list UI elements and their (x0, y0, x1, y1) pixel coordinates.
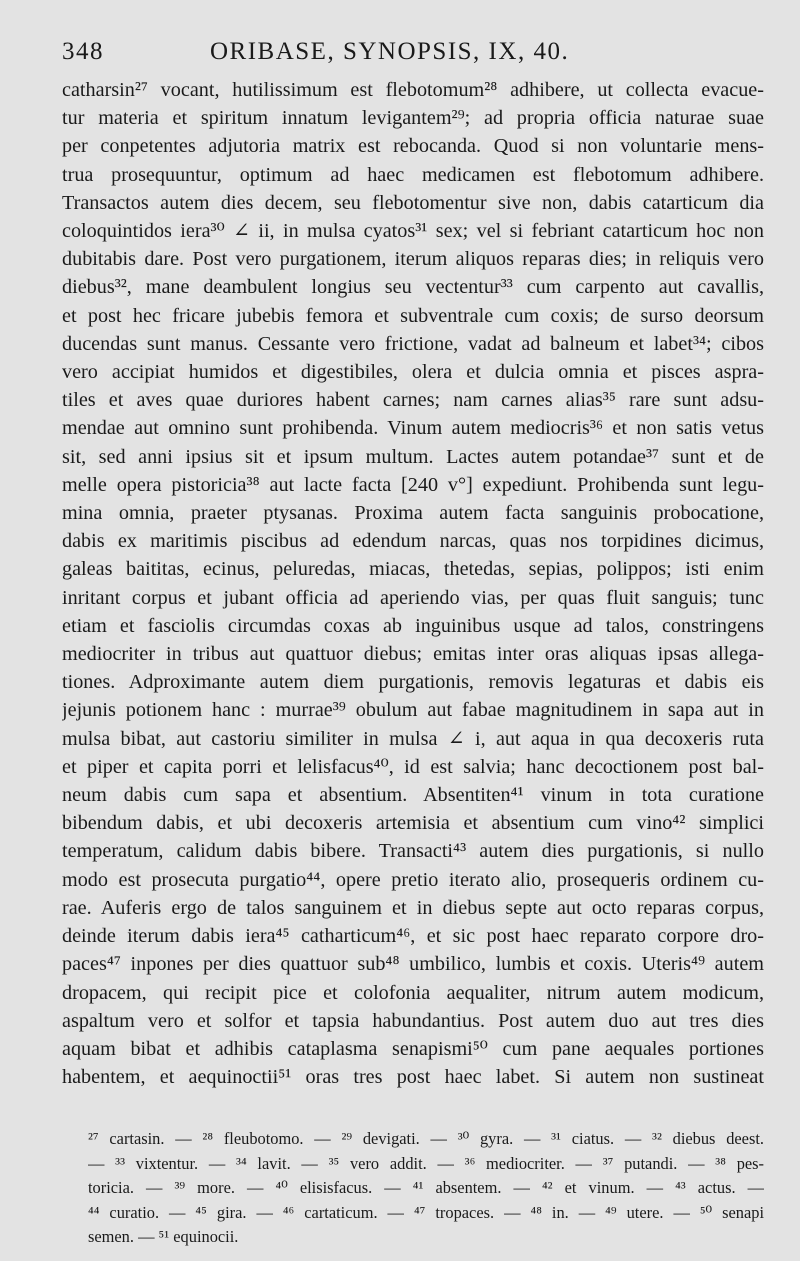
text-line: jejunis potionem hanc : murrae³⁹ obulum aut fabae magnitudinem in sapa aut in (62, 699, 764, 722)
text-line: tiles et aves quae duriores habent carnes; nam carnes alias³⁵ rare sunt adsu- (62, 389, 764, 412)
text-line: dropacem, qui recipit pice et colofonia aequaliter, nitrum autem modicum, (62, 981, 764, 1004)
text-line: sit, sed anni ipsius sit et ipsum multum. Lactes autem potandae³⁷ sunt et de (62, 445, 764, 468)
text-line: tiones. Adproximante autem diem purgationis, removis legaturas et dabis eis (62, 671, 764, 694)
text-line: temperatum, calidum dabis bibere. Transacti⁴³ autem dies purgationis, si nullo (62, 840, 764, 863)
footnotes (62, 1127, 764, 1250)
text-line: vero accipiat humidos et digestibiles, olera et dulcia omnia et pisces aspra- (62, 361, 764, 384)
main-text (62, 76, 764, 1091)
footnote-line: toricia. — ³⁹ more. — ⁴⁰ elisisfacus. — ⁴¹ absentem. — ⁴² et vinum. — ⁴³ actus. — (88, 1178, 764, 1198)
text-line: bibendum dabis, et ubi decoxeris artemisia et absentium cum vino⁴² simplici (62, 812, 764, 835)
text-line: et piper et capita porri et lelisfacus⁴⁰, id est salvia; hanc decoctionem post bal- (62, 755, 764, 778)
text-line: mulsa bibat, aut castoriu similiter in mulsa ∠ i, aut aqua in qua decoxeris ruta (62, 727, 764, 750)
text-line: mendae aut omnino sunt prohibenda. Vinum autem mediocris³⁶ et non satis vetus (62, 417, 764, 440)
text-line: aspaltum vero et solfor et tapsia habundantius. Post autem duo aut tres dies (62, 1009, 764, 1032)
footnote-line: — ³³ vixtentur. — ³⁴ lavit. — ³⁵ vero addit. — ³⁶ mediocriter. — ³⁷ putandi. — ³⁸ pes- (88, 1153, 764, 1173)
text-line: mediocriter in tribus aut quattuor diebus; emitas inter oras aliquas ipsas allega- (62, 643, 764, 666)
text-line: et post hec fricare jubebis femora et subventrale cum coxis; de surso deorsum (62, 304, 764, 327)
text-line: per conpetentes adjutoria matrix est rebocanda. Quod si non voluntarie mens- (62, 135, 764, 158)
text-line: trua prosequuntur, optimum ad haec medicamen est flebotomum adhibere. (62, 163, 764, 186)
text-line: galeas baititas, ecinus, peluredas, miacas, thetedas, sepias, polippos; isti enim (62, 558, 764, 581)
page-header (62, 32, 764, 76)
footnote-line: ⁴⁴ curatio. — ⁴⁵ gira. — ⁴⁶ cartaticum. — ⁴⁷ tropaces. — ⁴⁸ in. — ⁴⁹ utere. — ⁵⁰ senapi (88, 1202, 764, 1222)
text-line: diebus³², mane deambulent longius seu vectentur³³ cum carpento aut cavallis, (62, 276, 764, 299)
footnote-line: ²⁷ cartasin. — ²⁸ fleubotomo. — ²⁹ devigati. — ³⁰ gyra. — ³¹ ciatus. — ³² diebus deest. (88, 1129, 764, 1149)
running-title: ORIBASE, SYNOPSIS, IX, 40. (210, 38, 570, 65)
text-line: mina omnia, praeter ptysanas. Proxima autem facta sanguinis probocatione, (62, 502, 764, 525)
page-number: 348 (62, 38, 104, 65)
text-line: modo est prosecuta purgatio⁴⁴, opere pretio iterato alio, prosequeris ordinem cu- (62, 868, 764, 891)
text-line: aquam bibat et adhibis cataplasma senapismi⁵⁰ cum pane aequales portiones (62, 1037, 764, 1060)
text-line: etiam et fasciolis circumdas coxas ab inguinibus usque ad talos, constringens (62, 614, 764, 637)
text-line: deinde iterum dabis iera⁴⁵ catharticum⁴⁶, et sic post haec reparato corpore dro- (62, 925, 764, 948)
text-line: melle opera pistoricia³⁸ aut lacte facta [240 v°] expediunt. Prohibenda sunt legu- (62, 473, 764, 496)
text-line: dabis ex maritimis piscibus ad edendum narcas, quas nos torpidines dicimus, (62, 530, 764, 553)
text-line: Transactos autem dies decem, seu flebotomentur sive non, dabis catarticum dia (62, 191, 764, 214)
text-line: inritant corpus et jubant officia ad aperiendo vias, per quas fluit sanguis; tunc (62, 586, 764, 609)
text-line: rae. Auferis ergo de talos sanguinem et in diebus septe aut octo reparas corpus, (62, 896, 764, 919)
text-line: habentem, et aequinoctii⁵¹ oras tres post haec labet. Si autem non sustineat (62, 1066, 764, 1089)
text-line: ducendas sunt manus. Cessante vero frictione, vadat ad balneum et labet³⁴; cibos (62, 332, 764, 355)
text-line: dubitabis dare. Post vero purgationem, iterum aliquos reparas dies; in reliquis vero (62, 248, 764, 271)
text-line: coloquintidos iera³⁰ ∠ ii, in mulsa cyatos³¹ sex; vel si febriant catarticum hoc non (62, 220, 764, 243)
text-line: paces⁴⁷ inpones per dies quattuor sub⁴⁸ umbilico, lumbis et coxis. Uteris⁴⁹ autem (62, 953, 764, 976)
footnote-line: semen. — ⁵¹ equinocii. (88, 1227, 239, 1247)
text-line: neum dabis cum sapa et absentium. Absentiten⁴¹ vinum in tota curatione (62, 784, 764, 807)
text-line: catharsin²⁷ vocant, hutilissimum est flebotomum²⁸ adhibere, ut collecta evacue- (62, 79, 764, 101)
text-line: tur materia et spiritum innatum levigantem²⁹; ad propria officia naturae suae (62, 107, 764, 130)
